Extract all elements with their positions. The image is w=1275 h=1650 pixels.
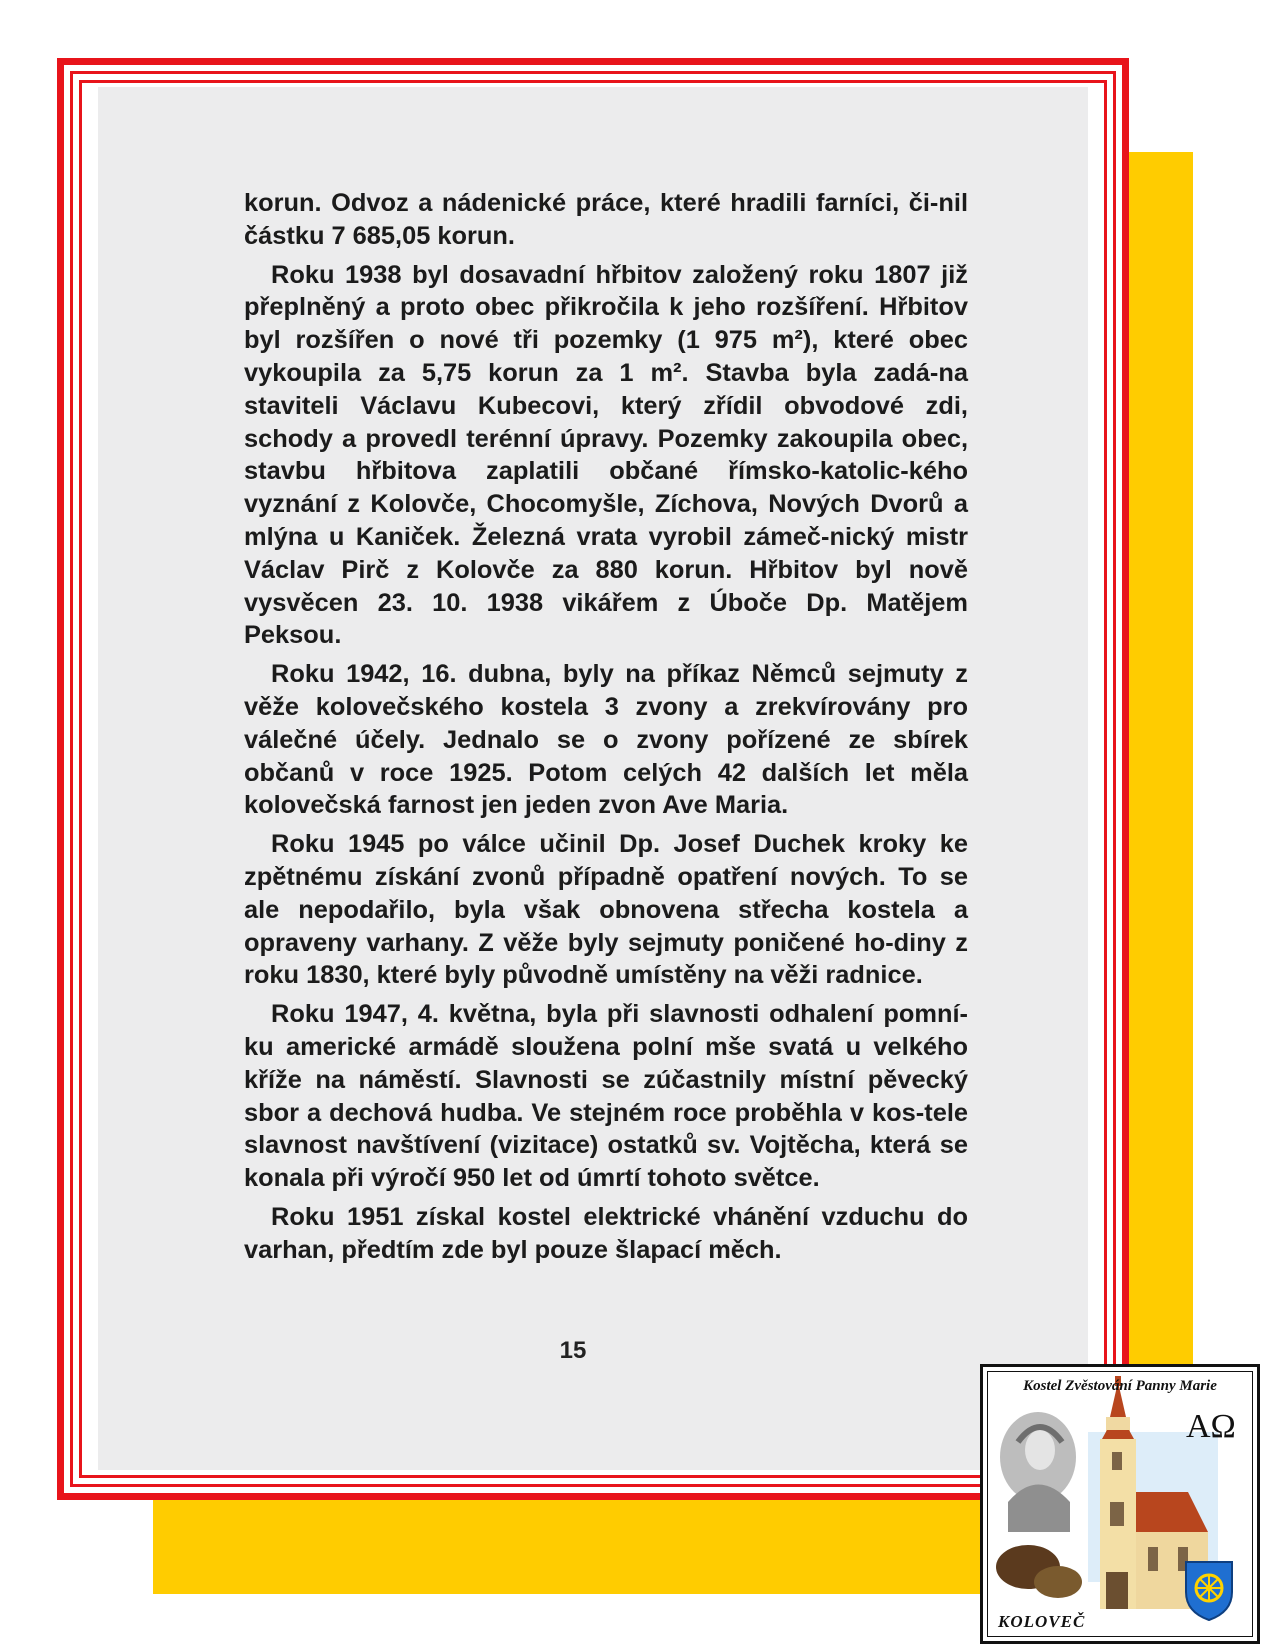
parish-logo — [980, 1364, 1260, 1644]
logo-inner-frame — [987, 1371, 1253, 1637]
body-text — [244, 187, 968, 1273]
logo-artwork — [988, 1372, 1253, 1637]
alpha-omega-icon: AΩ — [1186, 1408, 1236, 1445]
paragraph: Roku 1938 byl dosavadní hřbitov založený roku 1807 již přeplněný a proto obec přikročila k jeho rozšíření. Hřbitov byl rozšířen o nové tři pozemky (1 975 m²), které obec vykoupila za 5,75 korun za 1 m². Stavba byla zadá-na staviteli Václavu Kubecovi, který zřídil obvodové zdi, schody a provedl terénní úpravy. Pozemky zakoupila obec, stavbu hřbitova zaplatili občané římsko-katolic-kého vyznání z Kolovče, Chocomyšle, Zíchova, Nových Dvorů a mlýna u Kaniček. Železná vrata vyrobil zámeč-nický mistr Václav Pirč z Kolovče za 880 korun. Hřbitov byl nově vysvěcen 23. 10. 1938 vikářem z Úboče Dp. Matějem Peksou. — [244, 260, 968, 650]
paragraph: Roku 1945 po válce učinil Dp. Josef Duchek kroky ke zpětnému získání zvonů případně opatření nových. To se ale nepodařilo, byla však obnovena střecha kostela a opraveny varhany. Z věže byly sejmuty poničené ho-diny z roku 1830, které byly původně umístěny na věži radnice. — [244, 830, 968, 990]
madonna-icon — [1000, 1412, 1076, 1532]
scanned-page — [98, 87, 1088, 1470]
paragraph: Roku 1951 získal kostel elektrické vhánění vzduchu do varhan, předtím zde byl pouze šlapací měch. — [244, 1202, 968, 1264]
page-frame — [57, 58, 1129, 1500]
paragraph: Roku 1947, 4. května, byla při slavnosti odhalení pomní-ku americké armádě sloužena polní mše svatá u velkého kříže na náměstí. Slavnosti se zúčastnily místní pěvecký sbor a dechová hudba. Ve stejném roce proběhla v kos-tele slavnost navštívení (vizitace) ostatků sv. Vojtěcha, která se konala při výročí 950 let od úmrtí tohoto světce. — [244, 1000, 968, 1193]
paragraph: korun. Odvoz a nádenické práce, které hradili farníci, či-nil částku 7 685,05 korun. — [244, 189, 968, 250]
trees-icon — [996, 1545, 1082, 1598]
page-number: 15 — [559, 1337, 587, 1364]
logo-title: Kostel Zvěstování Panny Marie — [1023, 1378, 1217, 1394]
paragraph: Roku 1942, 16. dubna, byly na příkaz Němců sejmuty z věže kolovečského kostela 3 zvony a zrekvírovány pro válečné účely. Jednalo se o zvony pořízené ze sbírek občanů v roce 1925. Potom celých 42 dalších let měla kolovečská farnost jen jeden zvon Ave Maria. — [244, 660, 968, 820]
coat-of-arms-icon — [1186, 1562, 1232, 1620]
logo-town-name: KOLOVEČ — [998, 1612, 1086, 1631]
